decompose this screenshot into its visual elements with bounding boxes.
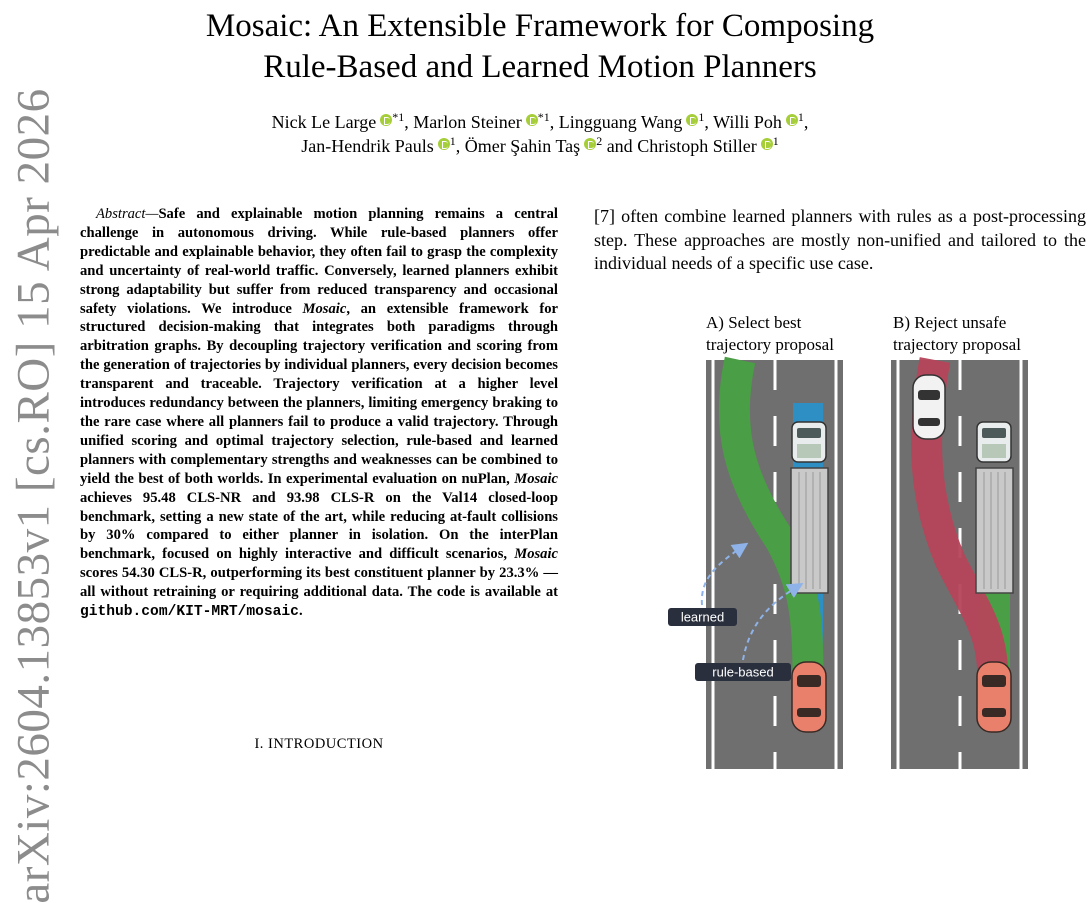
author-name: Ömer Şahin Taş <box>464 136 581 156</box>
abstract-mosaic: Mosaic <box>514 546 558 563</box>
abstract-text: achieves 95.48 CLS-NR and 93.98 CLS-R on the Val14 closed-loop benchmark, setting a new state of the art, while reducing at-fault collisions by 30% compared to either planner in isolation. On the interPlan benchmark, focused on highly interactive and difficult scenarios, <box>80 489 558 563</box>
panel-a-label-line-1: A) Select best <box>706 313 802 332</box>
abstract-end: . <box>298 603 303 620</box>
affiliation-mark: 1 <box>797 110 804 124</box>
truck-icon <box>791 422 828 593</box>
abstract-text: Safe and explainable motion planning remains a central challenge in autonomous driving. While rule-based planners offer predictable and explainable behavior, they often fail to grasp the complexity and uncertainty of real-world traffic. Conversely, learned planners exhibit strong adaptability but suffer from reduced transparency and occasional safety violations. We introduce <box>80 206 558 317</box>
code-link[interactable]: github.com/KIT-MRT/mosaic <box>80 604 299 621</box>
panel-b-label-line-1: B) Reject unsafe <box>893 313 1007 332</box>
abstract-text: , an extensible framework for structured decision-making that integrates both paradigms through arbitration graphs. By decoupling trajectory verification and scoring from the generation of trajectories by individual planners, every decision becomes transparent and traceable. Trajectory verification at a higher level introduces redundancy between the planners, limiting emergency braking to the rare case where all planners fail to produce a valid trajectory. Through unified scoring and optimal trajectory selection, rule-based and learned planners with complementary strengths and weaknesses can be combined to yield the best of both worlds. In experimental evaluation on nuPlan, <box>80 300 558 487</box>
author-name: Willi Poh <box>713 112 782 132</box>
abstract-lead: Abstract— <box>96 206 159 222</box>
ego-car-icon <box>792 662 826 732</box>
author-conjunction: and <box>606 136 633 156</box>
learned-tag-label: learned <box>680 609 725 625</box>
abstract-text: scores 54.30 CLS-R, outperforming its best constituent planner by 23.3% — all without retraining or requiring additional data. The code is available at <box>80 565 558 601</box>
affiliation-mark: 1 <box>449 134 456 148</box>
affiliation-mark: 2 <box>596 134 603 148</box>
author-name: Jan-Hendrik Pauls <box>301 136 434 156</box>
abstract-mosaic: Mosaic <box>302 300 347 317</box>
title-line-2: Rule-Based and Learned Motion Planners <box>263 49 817 85</box>
panel-a-label-line-2: trajectory proposal <box>706 335 834 354</box>
section-heading: I. INTRODUCTION <box>254 736 384 752</box>
rule-based-tag-label: rule-based <box>712 664 774 680</box>
arxiv-stamp-text: arXiv:2604.13853v1 [cs.RO] 15 Apr 2026 <box>8 87 61 903</box>
truck-icon <box>976 422 1013 593</box>
author-name: Lingguang Wang <box>558 112 683 132</box>
ego-car-icon <box>977 662 1011 732</box>
author-name: Christoph Stiller <box>637 136 757 156</box>
right-column-text: [7] often combine learned planners with rules as a post-processing step. These approaches are mostly non-unified and tailored to the individual needs of a specific use case. <box>594 206 1086 273</box>
affiliation-mark: *1 <box>392 110 405 124</box>
panel-b-label-line-2: trajectory proposal <box>893 335 1021 354</box>
affiliation-mark: 1 <box>772 134 779 148</box>
title-line-1: Mosaic: An Extensible Framework for Composing <box>205 8 875 44</box>
affiliation-mark: 1 <box>698 110 705 124</box>
oncoming-car-icon <box>913 375 945 439</box>
author-name: Nick Le Large <box>271 112 377 132</box>
author-name: Marlon Steiner <box>413 112 522 132</box>
affiliation-mark: *1 <box>537 110 550 124</box>
author-list: Nick Le Large $^{*1}$, Marlon Steiner $^{*1}$, Lingguang Wang $^1$, Willi Poh $^1$, Jan-Hendrik Pauls $^1$, Ömer Şahin Taş $^2$ and Christoph Stiller $^1$ <box>271 110 809 156</box>
abstract-mosaic: Mosaic <box>514 470 558 487</box>
